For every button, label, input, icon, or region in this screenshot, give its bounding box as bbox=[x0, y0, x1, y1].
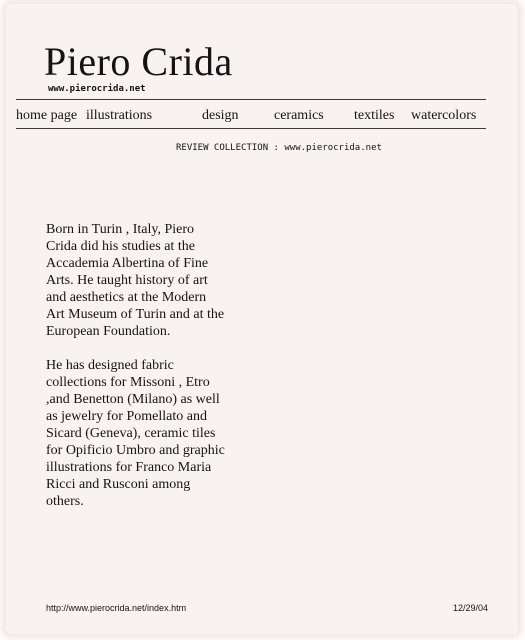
nav-item-textiles[interactable]: textiles bbox=[354, 108, 395, 123]
nav-item-watercolors[interactable]: watercolors bbox=[411, 108, 477, 123]
site-url[interactable]: www.pierocrida.net bbox=[48, 84, 146, 94]
nav-bottom-divider bbox=[16, 128, 486, 129]
bio-paragraph-1: Born in Turin , Italy, Piero Crida did his studies at the Accademia Albertina of Fine Arts. He taught history of art and aesthetics at the Modern Art Museum of Turin and at the European Foundation. bbox=[46, 222, 225, 339]
footer-page-url: http://www.pierocrida.net/index.htm bbox=[46, 603, 187, 613]
nav-item-design[interactable]: design bbox=[202, 108, 239, 123]
footer-print-date: 12/29/04 bbox=[453, 603, 489, 613]
main-nav bbox=[16, 106, 486, 126]
nav-item-illustrations[interactable]: illustrations bbox=[86, 108, 153, 123]
review-collection-line: REVIEW COLLECTION : www.pierocrida.net bbox=[176, 143, 382, 153]
nav-item-ceramics[interactable]: ceramics bbox=[274, 108, 324, 123]
site-title: Piero Crida bbox=[44, 39, 233, 84]
printed-page bbox=[6, 4, 518, 634]
biography bbox=[46, 221, 226, 527]
nav-top-divider bbox=[16, 99, 486, 100]
nav-item-home-page[interactable]: home page bbox=[16, 108, 78, 123]
bio-paragraph-2: He has designed fabric collections for Missoni , Etro ,and Benetton (Milano) as well as jewelry for Pomellato and Sicard (Geneva), ceramic tiles for Opificio Umbro and graphic illustrations for Franco Maria Ricci and Rusconi among others. bbox=[46, 358, 225, 509]
